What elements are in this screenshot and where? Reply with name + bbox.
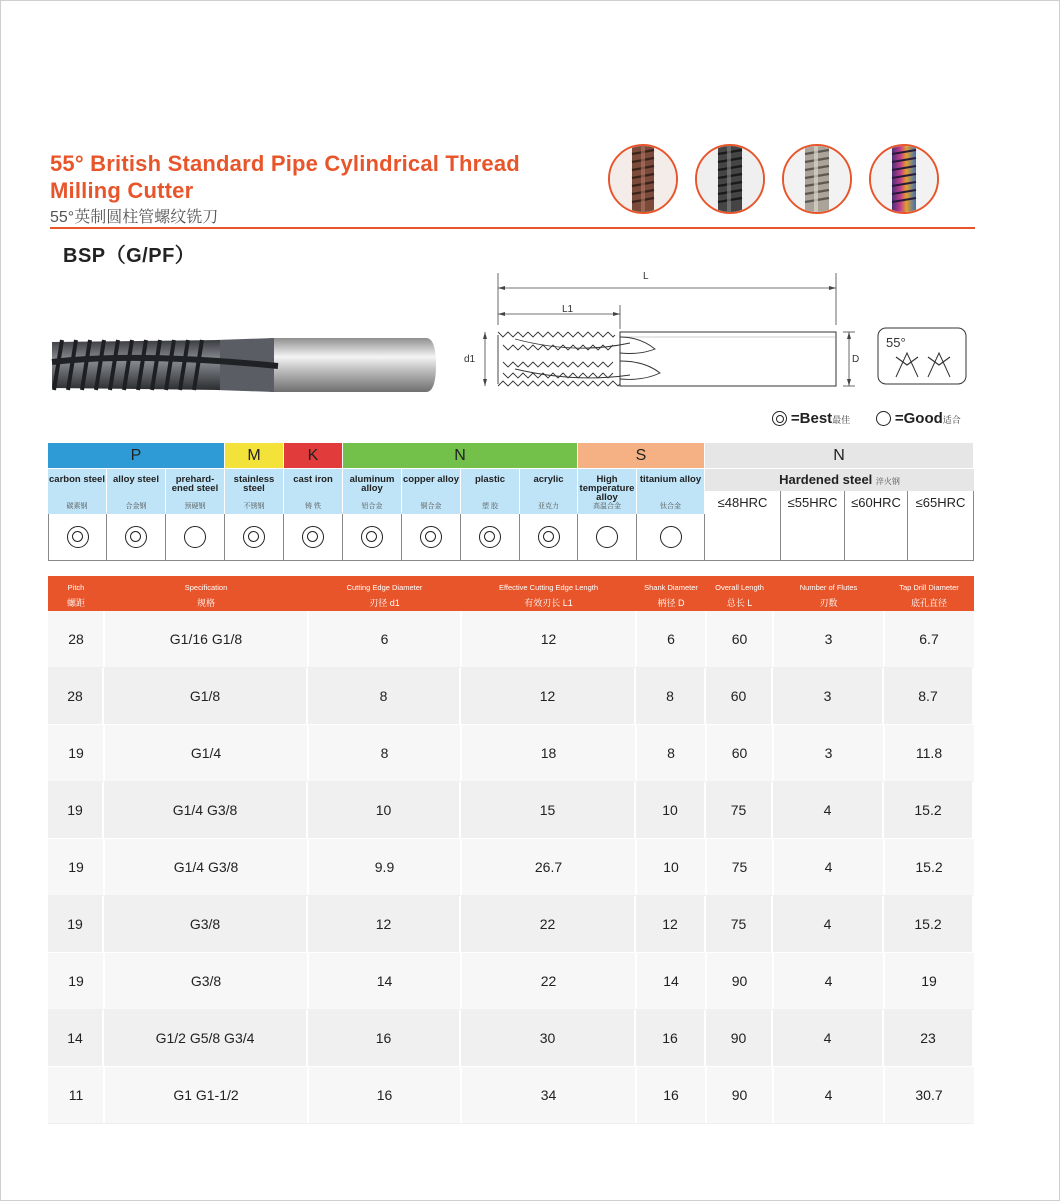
spec-table-header: [48, 576, 974, 611]
material-name-cn: 合金钢: [125, 503, 147, 510]
table-cell: 10: [636, 782, 706, 838]
table-cell: 28: [48, 611, 104, 667]
column-divider: [772, 1067, 774, 1123]
material-name-cn: 亚克力: [538, 503, 559, 510]
cutter-dimension-drawing: [455, 265, 975, 395]
table-cell: 26.7: [461, 839, 636, 895]
table-cell: 12: [636, 896, 706, 952]
silver-coated-cutter-image: [782, 144, 852, 214]
table-cell: 16: [308, 1010, 461, 1066]
column-header-cn: 有效刃长 L1: [524, 598, 573, 608]
table-cell: 90: [706, 1010, 773, 1066]
black-coated-cutter-image: [695, 144, 765, 214]
hardness-level: ≤48HRC: [705, 491, 781, 514]
material-name-cn: 铝合金: [361, 503, 383, 510]
table-cell: 11: [48, 1067, 104, 1123]
table-cell: 3: [773, 668, 884, 724]
material-name: titanium alloy: [639, 474, 702, 485]
material-name-cell: [107, 469, 166, 514]
material-name-cn: 塑 胶: [482, 503, 498, 510]
column-header-en: Specification: [184, 583, 228, 592]
table-cell: 16: [636, 1010, 706, 1066]
material-name: High temperature alloy: [579, 474, 635, 503]
column-divider: [307, 725, 309, 781]
column-header-cn: 刃数: [819, 598, 838, 608]
good-rating-icon: [596, 526, 618, 548]
best-rating-icon: [302, 526, 324, 548]
material-rating-cell: [107, 514, 166, 561]
table-cell: 60: [706, 668, 773, 724]
table-cell: 22: [461, 953, 636, 1009]
table-cell: 4: [773, 1010, 884, 1066]
material-name-cn: 高温合金: [593, 503, 621, 510]
column-divider: [103, 953, 105, 1009]
column-divider: [772, 725, 774, 781]
table-row: [48, 725, 974, 782]
column-header-en: Cutting Edge Diameter: [346, 583, 423, 592]
spec-column-header: [773, 576, 884, 611]
material-name: prehard-ened steel: [171, 474, 219, 494]
column-divider: [705, 953, 707, 1009]
dim-label-D: D: [852, 354, 860, 365]
hardness-rating-cell: [908, 514, 974, 561]
table-cell: 6: [308, 611, 461, 667]
hardness-rating-cell: [781, 514, 845, 561]
dim-label-d1: d1: [464, 354, 476, 365]
table-cell: 6.7: [884, 611, 974, 667]
column-divider: [460, 725, 462, 781]
column-divider: [883, 611, 885, 667]
table-cell: 4: [773, 953, 884, 1009]
table-cell: 18: [461, 725, 636, 781]
table-cell: 19: [48, 839, 104, 895]
column-divider: [460, 953, 462, 1009]
best-rating-icon: [479, 526, 501, 548]
spec-column-header: [706, 576, 773, 611]
column-divider: [307, 839, 309, 895]
spec-column-header: [104, 576, 308, 611]
best-rating-icon: [420, 526, 442, 548]
material-name-cell: [48, 469, 107, 514]
table-row: [48, 1067, 974, 1124]
column-header-cn: 总长 L: [726, 598, 753, 608]
table-cell: 10: [636, 839, 706, 895]
column-header-en: Overall Length: [715, 583, 764, 592]
column-header-cn: 规格: [196, 598, 215, 608]
table-cell: 15.2: [884, 896, 974, 952]
column-header-cn: 底孔直径: [910, 598, 947, 608]
table-cell: 15.2: [884, 839, 974, 895]
column-divider: [307, 953, 309, 1009]
material-name-cn: 钛合金: [660, 503, 681, 510]
material-name: plastic: [474, 474, 506, 485]
material-name-cn: 铸 铁: [305, 503, 321, 510]
column-divider: [635, 725, 637, 781]
table-cell: 8.7: [884, 668, 974, 724]
table-cell: 8: [636, 725, 706, 781]
hardness-rating-cell: [845, 514, 908, 561]
table-cell: 4: [773, 1067, 884, 1123]
hardness-level: ≤65HRC: [908, 491, 974, 514]
column-divider: [460, 839, 462, 895]
material-rating-cell: [402, 514, 461, 561]
table-row: [48, 953, 974, 1010]
table-cell: G1/8: [104, 668, 308, 724]
table-cell: G1/16 G1/8: [104, 611, 308, 667]
table-cell: 19: [48, 782, 104, 838]
table-cell: G3/8: [104, 953, 308, 1009]
column-divider: [103, 611, 105, 667]
column-header-en: Number of Flutes: [799, 583, 858, 592]
table-cell: 15: [461, 782, 636, 838]
spec-column-header: [308, 576, 461, 611]
page-title: 55° British Standard Pipe Cylindrical Thread Milling Cutter: [50, 151, 520, 203]
table-cell: 75: [706, 896, 773, 952]
material-name-cell: [343, 469, 402, 514]
table-cell: 9.9: [308, 839, 461, 895]
column-divider: [883, 725, 885, 781]
column-divider: [772, 611, 774, 667]
column-divider: [635, 839, 637, 895]
column-header-cn: 螺距: [66, 598, 85, 608]
good-legend-cn: 适合: [942, 415, 961, 425]
table-cell: 8: [308, 668, 461, 724]
table-cell: 8: [636, 668, 706, 724]
table-cell: 75: [706, 782, 773, 838]
table-cell: 19: [884, 953, 974, 1009]
table-cell: 12: [308, 896, 461, 952]
table-cell: 15.2: [884, 782, 974, 838]
series-label: BSP（G/PF）: [63, 245, 196, 267]
column-divider: [460, 1067, 462, 1123]
column-header-en: Pitch: [67, 583, 85, 592]
best-legend-icon: [772, 411, 787, 426]
best-rating-icon: [67, 526, 89, 548]
column-divider: [103, 839, 105, 895]
table-cell: 3: [773, 725, 884, 781]
good-rating-icon: [184, 526, 206, 548]
table-cell: 16: [308, 1067, 461, 1123]
material-rating-cell: [343, 514, 402, 561]
bronze-coated-cutter-image: [608, 144, 678, 214]
table-row: [48, 611, 974, 668]
column-divider: [883, 839, 885, 895]
table-cell: 14: [636, 953, 706, 1009]
column-divider: [307, 611, 309, 667]
table-cell: 19: [48, 725, 104, 781]
material-name: alloy steel: [113, 474, 159, 485]
material-rating-cell: [637, 514, 705, 561]
material-name: cast iron: [293, 474, 333, 485]
rainbow-coated-cutter-image: [869, 144, 939, 214]
column-header-en: Tap Drill Diameter: [899, 583, 959, 592]
hardness-level: ≤55HRC: [781, 491, 845, 514]
material-group-header: N: [343, 443, 577, 468]
table-cell: 30: [461, 1010, 636, 1066]
table-cell: 19: [48, 953, 104, 1009]
table-row: [48, 896, 974, 953]
material-suitability-table: [48, 443, 974, 561]
table-row: [48, 839, 974, 896]
good-rating-icon: [660, 526, 682, 548]
table-cell: 12: [461, 611, 636, 667]
material-rating-cell: [48, 514, 107, 561]
material-name-cn: 不锈钢: [243, 503, 265, 510]
cutter-product-photo: [48, 318, 440, 418]
table-cell: 3: [773, 611, 884, 667]
column-divider: [883, 1067, 885, 1123]
table-cell: 30.7: [884, 1067, 974, 1123]
material-name-cell: [225, 469, 284, 514]
best-rating-icon: [125, 526, 147, 548]
column-divider: [772, 839, 774, 895]
column-header-cn: 柄径 D: [657, 598, 685, 608]
table-cell: 4: [773, 896, 884, 952]
table-cell: 4: [773, 782, 884, 838]
hardened-steel-title: Hardened steel: [779, 472, 873, 487]
column-divider: [307, 1067, 309, 1123]
column-divider: [635, 1067, 637, 1123]
thread-angle-label: 55°: [886, 335, 906, 350]
table-cell: G1/4 G3/8: [104, 839, 308, 895]
table-cell: G1/4 G3/8: [104, 782, 308, 838]
table-cell: 14: [48, 1010, 104, 1066]
good-legend-icon: [876, 411, 891, 426]
column-header-en: Shank Diameter: [644, 583, 698, 592]
column-divider: [635, 953, 637, 1009]
table-cell: 75: [706, 839, 773, 895]
table-cell: G3/8: [104, 896, 308, 952]
material-rating-cell: [284, 514, 343, 561]
material-name-cn: 铜合金: [420, 503, 442, 510]
column-header-cn: 刃径 d1: [369, 598, 400, 608]
table-cell: 90: [706, 1067, 773, 1123]
hardened-steel-title-cn: 淬火钢: [875, 477, 900, 486]
best-legend-cn: 最佳: [832, 415, 851, 425]
title-divider: [50, 227, 975, 229]
spec-column-header: [48, 576, 104, 611]
material-name: copper alloy: [403, 474, 459, 485]
material-name: aluminum alloy: [349, 474, 395, 494]
dim-label-L1: L1: [562, 304, 574, 315]
table-cell: 28: [48, 668, 104, 724]
material-group-header: N: [705, 443, 973, 468]
material-rating-cell: [461, 514, 520, 561]
hardness-rating-cell: [705, 514, 781, 561]
material-rating-cell: [520, 514, 578, 561]
column-divider: [705, 611, 707, 667]
column-header-en: Effective Cutting Edge Length: [498, 583, 599, 592]
hardened-steel-header: [705, 469, 974, 491]
column-divider: [772, 953, 774, 1009]
material-group-header: M: [225, 443, 283, 468]
material-rating-cell: [578, 514, 637, 561]
column-divider: [460, 611, 462, 667]
table-cell: 34: [461, 1067, 636, 1123]
table-cell: 23: [884, 1010, 974, 1066]
table-cell: 14: [308, 953, 461, 1009]
material-name-cn: 碳素钢: [66, 503, 88, 510]
material-name-cell: [578, 469, 637, 514]
column-divider: [635, 611, 637, 667]
table-cell: 11.8: [884, 725, 974, 781]
column-divider: [705, 1067, 707, 1123]
best-rating-icon: [361, 526, 383, 548]
column-divider: [883, 953, 885, 1009]
table-row: [48, 1010, 974, 1067]
table-cell: 12: [461, 668, 636, 724]
table-cell: 22: [461, 896, 636, 952]
column-divider: [103, 1067, 105, 1123]
material-group-header: K: [284, 443, 342, 468]
table-cell: G1 G1-1/2: [104, 1067, 308, 1123]
table-cell: 6: [636, 611, 706, 667]
page-title-chinese: 55°英制圆柱管螺纹铣刀: [50, 209, 219, 226]
rating-legend: [772, 410, 961, 427]
spec-column-header: [884, 576, 974, 611]
spec-column-header: [636, 576, 706, 611]
dim-label-L: L: [643, 271, 649, 282]
table-cell: 8: [308, 725, 461, 781]
table-cell: 16: [636, 1067, 706, 1123]
good-legend-label: =Good: [894, 410, 943, 427]
table-cell: G1/4: [104, 725, 308, 781]
best-rating-icon: [243, 526, 265, 548]
material-name-cn: 预硬钢: [184, 503, 206, 510]
table-cell: 60: [706, 725, 773, 781]
column-divider: [103, 725, 105, 781]
table-cell: 10: [308, 782, 461, 838]
material-name: carbon steel: [49, 474, 105, 485]
table-cell: 19: [48, 896, 104, 952]
table-cell: 60: [706, 611, 773, 667]
table-cell: G1/2 G5/8 G3/4: [104, 1010, 308, 1066]
material-rating-cell: [225, 514, 284, 561]
material-rating-cell: [166, 514, 225, 561]
material-name-cell: [461, 469, 520, 514]
material-name-cell: [637, 469, 705, 514]
material-name: stainless steel: [233, 474, 275, 494]
spec-column-header: [461, 576, 636, 611]
material-name-cell: [520, 469, 578, 514]
material-group-header: S: [578, 443, 704, 468]
best-legend-label: =Best: [790, 410, 833, 427]
material-name: acrylic: [533, 474, 564, 485]
material-name-cell: [284, 469, 343, 514]
table-row: [48, 782, 974, 839]
material-group-header: P: [48, 443, 224, 468]
column-divider: [705, 839, 707, 895]
table-cell: 4: [773, 839, 884, 895]
table-row: [48, 668, 974, 725]
column-divider: [705, 725, 707, 781]
table-cell: 90: [706, 953, 773, 1009]
material-name-cell: [166, 469, 225, 514]
hardness-level: ≤60HRC: [845, 491, 908, 514]
material-name-cell: [402, 469, 461, 514]
best-rating-icon: [538, 526, 560, 548]
